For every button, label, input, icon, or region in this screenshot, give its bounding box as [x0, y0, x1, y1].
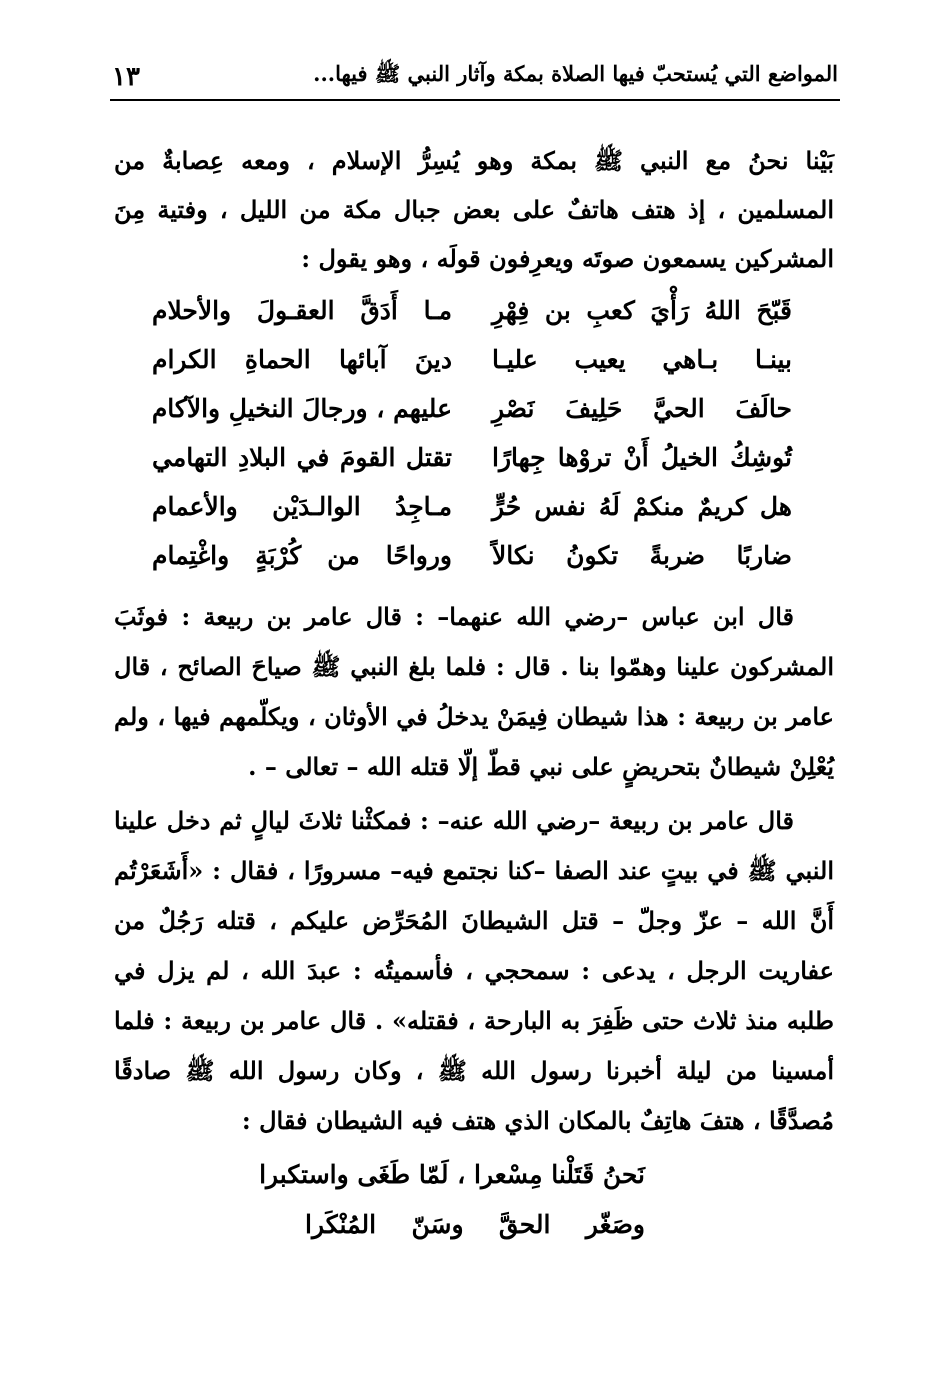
- verse-line: [152, 433, 792, 482]
- intro-paragraph: [114, 136, 834, 283]
- verse-first-hemistich: بينـا بـاهي يعيب عليـا: [492, 345, 792, 374]
- closing-verse-line: نَحنُ قَتَلْنا مِسْعرا ، لَمّا طَغَى واستكبرا: [259, 1160, 645, 1189]
- page-header: [112, 52, 838, 92]
- verse-first-hemistich: هل كريمٌ منكمْ لَهُ نفس حُرٍّ: [492, 492, 792, 521]
- poem-one: [152, 286, 792, 580]
- poem-two: [0, 1150, 950, 1250]
- verse-first-hemistich: قَبّحَ اللهُ رَأْيَ كعبِ بن فِهْرِ: [492, 296, 792, 325]
- verse-line: [152, 531, 792, 580]
- verse-first-hemistich: حالَفَ الحيَّ حَلِيفَ نَصْرِ: [492, 394, 792, 423]
- verse-line: [152, 286, 792, 335]
- page-number: ١٣: [112, 62, 140, 92]
- verse-second-hemistich: مـاجِدُ الوالـدَيْن والأعمام: [152, 492, 452, 521]
- verse-second-hemistich: دينَ آبائها الحماةِ الكرام: [152, 345, 452, 374]
- verse-line: [152, 335, 792, 384]
- verse-line: [152, 384, 792, 433]
- paragraph-two: [114, 796, 834, 1146]
- verse-first-hemistich: تُوشِكُ الخيلُ أَنْ تروْها جِهارًا: [492, 443, 792, 472]
- paragraph-one: [114, 592, 834, 792]
- verse-first-hemistich: ضاربًا ضربةً تكونُ نكالاً: [492, 541, 792, 570]
- closing-verse-line: وصَغّر الحقَّ وسَنّ المُنْكَرا: [305, 1210, 645, 1239]
- verse-second-hemistich: عليهم ، ورجالَ النخيلِ والآكام: [151, 394, 452, 423]
- paragraph-two-text: قال عامر بن ربيعة –رضي الله عنه– : فمكثْنا ثلاثَ ليالٍ ثم دخل علينا النبي ﷺ في بيتٍ عند الصفا –كنا نجتمع فيه– مسرورًا ، فقال : «أَشَعَرْتُم أَنَّ الله – عزّ وجلّ – قتل الشيطانَ المُحَرِّض عليكم ، قتله رَجُلٌ من عفاريت الرجل ، يدعى : سمحجي ، فأسميتُه : عبدَ الله ، لم يزل في طلبه منذ ثلاث حتى ظَفِرَ به البارحة ، فقتله» . قال عامر بن ربيعة : فلما أمسينا من ليلة أخبرنا رسول الله ﷺ ، وكان رسول الله ﷺ صادقًا مُصدَّقًا ، هتفَ هاتِفٌ بالمكان الذي هتف فيه الشيطان فقال :: [114, 806, 834, 1135]
- header-divider: [110, 99, 840, 101]
- intro-text: بَيْنا نحنُ مع النبي ﷺ بمكة وهو يُسِرُّ الإسلام ، ومعه عِصابةٌ من المسلمين ، إذ هتف هاتفٌ على بعض جبال مكة من الليل ، وفتية مِنَ المشركين يسمعون صوتَه ويعرِفون قولَه ، وهو يقول :: [114, 146, 834, 273]
- verse-second-hemistich: تقتل القومَ في البلادِ التهامي: [152, 443, 452, 472]
- verse-second-hemistich: مـا أَدَقَّ العقـولَ والأحلام: [152, 296, 452, 325]
- running-title: المواضع التي يُستحبّ فيها الصلاة بمكة وآثار النبي ﷺ فيها...: [313, 61, 838, 86]
- verse-line: [152, 482, 792, 531]
- verse-second-hemistich: ورواحًا من كُرْبَةٍ واغْتِمام: [152, 541, 452, 570]
- paragraph-one-text: قال ابن عباس –رضي الله عنهما– : قال عامر بن ربيعة : فوثَبَ المشركون علينا وهمّوا بنا . قال : فلما بلغ النبي ﷺ صياحَ الصائح ، قال عامر بن ربيعة : هذا شيطان فِيمَنْ يدخلُ في الأوثان ، ويكلّمهم فيها ، ولم يُعْلِنْ شيطانٌ بتحريضٍ على نبي قطّ إلّا قتله الله – تعالى – .: [114, 602, 834, 781]
